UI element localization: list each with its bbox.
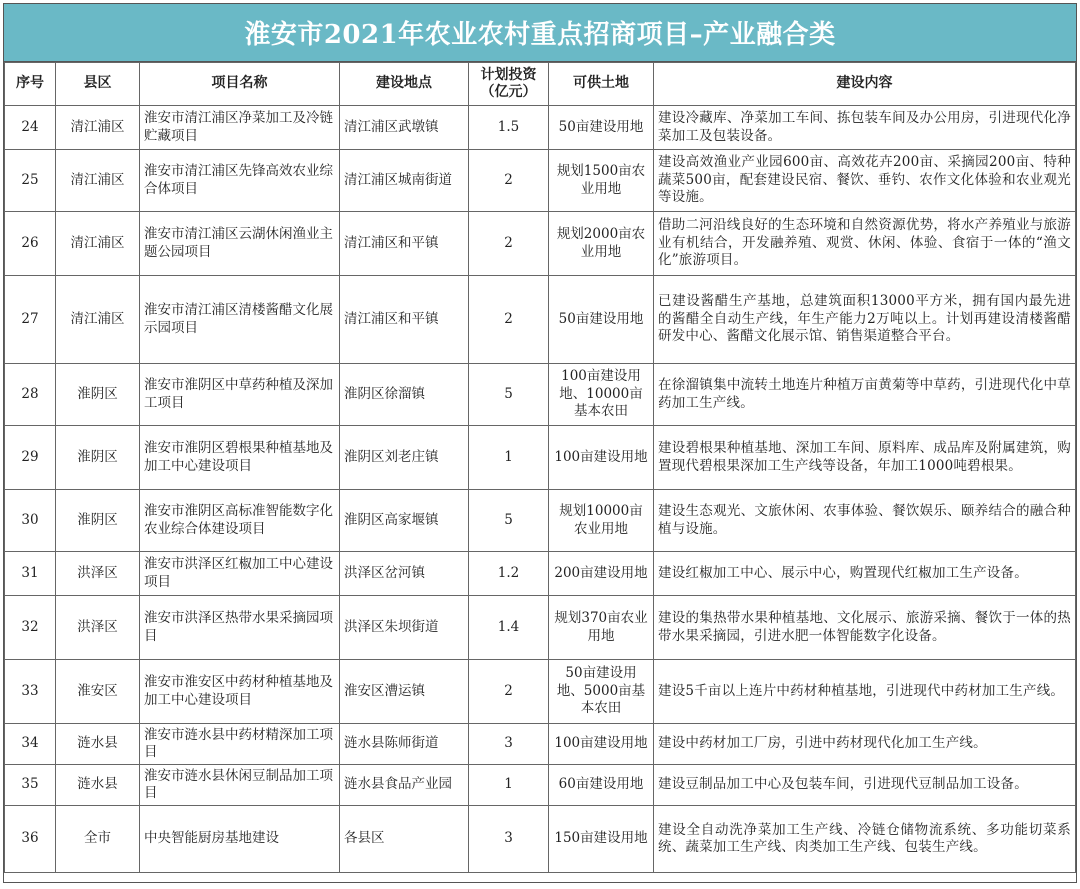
row-land: 规划10000亩农业用地 [549,490,654,552]
row-project-name: 淮安市清江浦区云湖休闲渔业主题公园项目 [140,212,340,276]
row-investment: 2 [469,150,549,212]
header-location: 建设地点 [340,63,469,106]
row-county: 淮阴区 [56,426,140,490]
row-investment: 3 [469,806,549,873]
row-location: 涟水县食品产业园 [340,765,469,806]
row-county: 淮阴区 [56,490,140,552]
row-investment: 2 [469,660,549,724]
header-county: 县区 [56,63,140,106]
row-content: 建设豆制品加工中心及包装车间，引进现代豆制品加工设备。 [654,765,1076,806]
row-county: 洪泽区 [56,596,140,660]
row-county: 清江浦区 [56,106,140,150]
document-page [3,3,1077,883]
row-land: 60亩建设用地 [549,765,654,806]
header-land: 可供土地 [549,63,654,106]
row-content: 建设冷藏库、净菜加工车间、拣包装车间及办公用房，引进现代化净菜加工及包装设备。 [654,106,1076,150]
row-location: 清江浦区武墩镇 [340,106,469,150]
row-county: 全市 [56,806,140,873]
table-row [5,552,1076,596]
row-project-name: 淮安市涟水县中药材精深加工项目 [140,724,340,765]
table-title: 淮安市2021年农业农村重点招商项目–产业融合类 [244,20,836,50]
row-investment: 1.4 [469,596,549,660]
row-project-name: 中央智能厨房基地建设 [140,806,340,873]
row-investment: 1 [469,426,549,490]
table-header-row [5,63,1076,106]
row-content: 建设5千亩以上连片中药材种植基地，引进现代中药材加工生产线。 [654,660,1076,724]
row-content: 建设中药材加工厂房，引进中药材现代化加工生产线。 [654,724,1076,765]
row-location: 清江浦区和平镇 [340,276,469,364]
row-county: 涟水县 [56,765,140,806]
row-investment: 1.5 [469,106,549,150]
table-title-bar [4,4,1076,62]
row-land: 200亩建设用地 [549,552,654,596]
row-location: 各县区 [340,806,469,873]
table-row [5,364,1076,426]
row-project-name: 淮安市淮阴区碧根果种植基地及加工中心建设项目 [140,426,340,490]
row-number: 33 [5,660,56,724]
row-location: 淮安区漕运镇 [340,660,469,724]
row-location: 淮阴区高家堰镇 [340,490,469,552]
row-investment: 2 [469,276,549,364]
row-county: 清江浦区 [56,212,140,276]
row-county: 涟水县 [56,724,140,765]
row-number: 25 [5,150,56,212]
table-row [5,426,1076,490]
row-project-name: 淮安市涟水县休闲豆制品加工项目 [140,765,340,806]
row-number: 36 [5,806,56,873]
row-investment: 5 [469,490,549,552]
table-row [5,212,1076,276]
table-row [5,150,1076,212]
row-county: 清江浦区 [56,276,140,364]
row-number: 30 [5,490,56,552]
row-investment: 5 [469,364,549,426]
header-investment: 计划投资（亿元） [469,63,549,106]
row-number: 24 [5,106,56,150]
header-no: 序号 [5,63,56,106]
row-land: 100亩建设用地 [549,724,654,765]
row-number: 26 [5,212,56,276]
table-row [5,806,1076,873]
row-number: 34 [5,724,56,765]
projects-table [4,62,1076,873]
row-land: 150亩建设用地 [549,806,654,873]
header-content: 建设内容 [654,63,1076,106]
row-number: 31 [5,552,56,596]
row-location: 洪泽区岔河镇 [340,552,469,596]
row-project-name: 淮安市清江浦区净菜加工及冷链贮藏项目 [140,106,340,150]
row-location: 淮阴区刘老庄镇 [340,426,469,490]
table-row [5,106,1076,150]
row-number: 27 [5,276,56,364]
row-county: 洪泽区 [56,552,140,596]
row-location: 清江浦区和平镇 [340,212,469,276]
table-row [5,490,1076,552]
row-land: 规划2000亩农业用地 [549,212,654,276]
row-investment: 2 [469,212,549,276]
row-county: 清江浦区 [56,150,140,212]
table-row [5,765,1076,806]
table-row [5,596,1076,660]
row-number: 35 [5,765,56,806]
row-project-name: 淮安市洪泽区红椒加工中心建设项目 [140,552,340,596]
row-content: 建设的集热带水果种植基地、文化展示、旅游采摘、餐饮于一体的热带水果采摘园，引进水肥一体智能数字化设备。 [654,596,1076,660]
row-investment: 1 [469,765,549,806]
table-row [5,276,1076,364]
row-number: 32 [5,596,56,660]
row-land: 规划370亩农业用地 [549,596,654,660]
row-land: 100亩建设用地 [549,426,654,490]
row-land: 100亩建设用地、10000亩基本农田 [549,364,654,426]
row-project-name: 淮安市淮安区中药材种植基地及加工中心建设项目 [140,660,340,724]
table-row [5,724,1076,765]
row-project-name: 淮安市淮阴区中草药种植及深加工项目 [140,364,340,426]
row-number: 28 [5,364,56,426]
row-content: 在徐溜镇集中流转土地连片种植万亩黄菊等中草药，引进现代化中草药加工生产线。 [654,364,1076,426]
row-land: 50亩建设用地、5000亩基本农田 [549,660,654,724]
row-land: 50亩建设用地 [549,276,654,364]
table-row [5,660,1076,724]
row-investment: 3 [469,724,549,765]
row-content: 借助二河沿线良好的生态环境和自然资源优势，将水产养殖业与旅游业有机结合，开发融养殖、观赏、休闲、体验、食宿于一体的“渔文化”旅游项目。 [654,212,1076,276]
row-project-name: 淮安市清江浦区先锋高效农业综合体项目 [140,150,340,212]
row-land: 50亩建设用地 [549,106,654,150]
row-content: 建设红椒加工中心、展示中心，购置现代红椒加工生产设备。 [654,552,1076,596]
row-county: 淮阴区 [56,364,140,426]
row-number: 29 [5,426,56,490]
row-county: 淮安区 [56,660,140,724]
row-project-name: 淮安市淮阴区高标准智能数字化农业综合体建设项目 [140,490,340,552]
row-content: 建设碧根果种植基地、深加工车间、原料库、成品库及附属建筑，购置现代碧根果深加工生产线等设备，年加工1000吨碧根果。 [654,426,1076,490]
row-content: 建设生态观光、文旅休闲、农事体验、餐饮娱乐、颐养结合的融合种植与设施。 [654,490,1076,552]
row-location: 淮阴区徐溜镇 [340,364,469,426]
row-location: 清江浦区城南街道 [340,150,469,212]
row-content: 已建设酱醋生产基地，总建筑面积13000平方米，拥有国内最先进的酱醋全自动生产线，年生产能力2万吨以上。计划再建设清楼酱醋研发中心、酱醋文化展示馆、销售渠道整合平台。 [654,276,1076,364]
row-location: 洪泽区朱坝街道 [340,596,469,660]
row-investment: 1.2 [469,552,549,596]
row-content: 建设高效渔业产业园600亩、高效花卉200亩、采摘园200亩、特种蔬菜500亩，配套建设民宿、餐饮、垂钓、农作文化体验和农业观光等设施。 [654,150,1076,212]
row-content: 建设全自动洗净菜加工生产线、冷链仓储物流系统、多功能切菜系统、蔬菜加工生产线、肉类加工生产线、包装生产线。 [654,806,1076,873]
row-project-name: 淮安市洪泽区热带水果采摘园项目 [140,596,340,660]
row-project-name: 淮安市清江浦区清楼酱醋文化展示园项目 [140,276,340,364]
header-project-name: 项目名称 [140,63,340,106]
row-land: 规划1500亩农业用地 [549,150,654,212]
row-location: 涟水县陈师街道 [340,724,469,765]
